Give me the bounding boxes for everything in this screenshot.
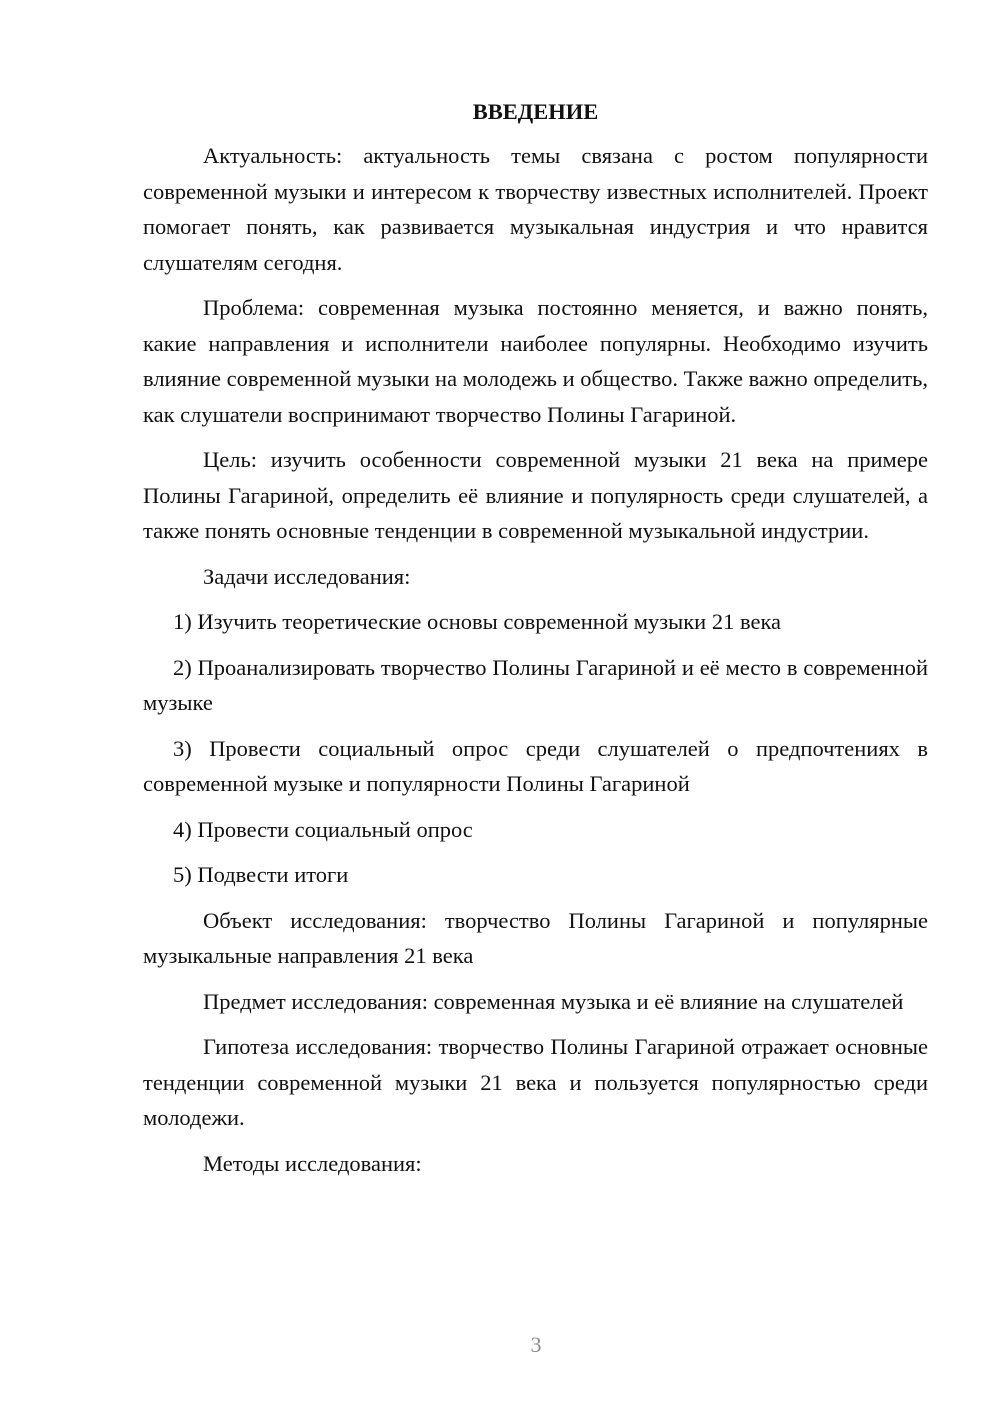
- object-paragraph: Объект исследования: творчество Полины Гагариной и популярные музыкальные направления 21 века: [143, 907, 928, 968]
- task-item-5: 5) Подвести итоги: [173, 862, 349, 887]
- problem-paragraph: Проблема: современная музыка постоянно меняется, и важно понять, какие направления и исполнители наиболее популярны. Необходимо изучить влияние современной музыки на молодежь и общество. Также важно определить, как слушатели воспринимают творчество Полины Гагариной.: [143, 295, 929, 427]
- section-title: ВВЕДЕНИЕ: [472, 99, 599, 124]
- tasks-heading: Задачи исследования:: [203, 563, 411, 589]
- page-content: [143, 96, 928, 1191]
- page-number: 3: [530, 1332, 542, 1357]
- task-item-4: 4) Провести социальный опрос: [173, 816, 473, 842]
- methods-heading: Методы исследования:: [203, 1150, 422, 1176]
- task-item-3: 3) Провести социальный опрос среди слушателей о предпочтениях в современной музыке и популярности Полины Гагариной: [143, 735, 928, 796]
- task-item-1: 1) Изучить теоретические основы современной музыки 21 века: [173, 609, 782, 634]
- relevance-paragraph: Актуальность: актуальность темы связана с ростом популярности современной музыки и интересом к творчеству известных исполнителей. Проект помогает понять, как развивается музыкальная индустрия и что нравится слушателям сегодня.: [143, 143, 928, 275]
- subject-paragraph: Предмет исследования: современная музыка и её влияние на слушателей: [203, 988, 904, 1014]
- hypothesis-paragraph: Гипотеза исследования: творчество Полины Гагариной отражает основные тенденции современной музыки 21 века и пользуется популярностью среди молодежи.: [143, 1034, 928, 1130]
- goal-paragraph: Цель: изучить особенности современной музыки 21 века на примере Полины Гагариной, определить её влияние и популярность среди слушателей, а также понять основные тенденции в современной музыкальной индустрии.: [143, 447, 928, 543]
- task-item-2: 2) Проанализировать творчество Полины Гагариной и её место в современной музыке: [143, 654, 928, 715]
